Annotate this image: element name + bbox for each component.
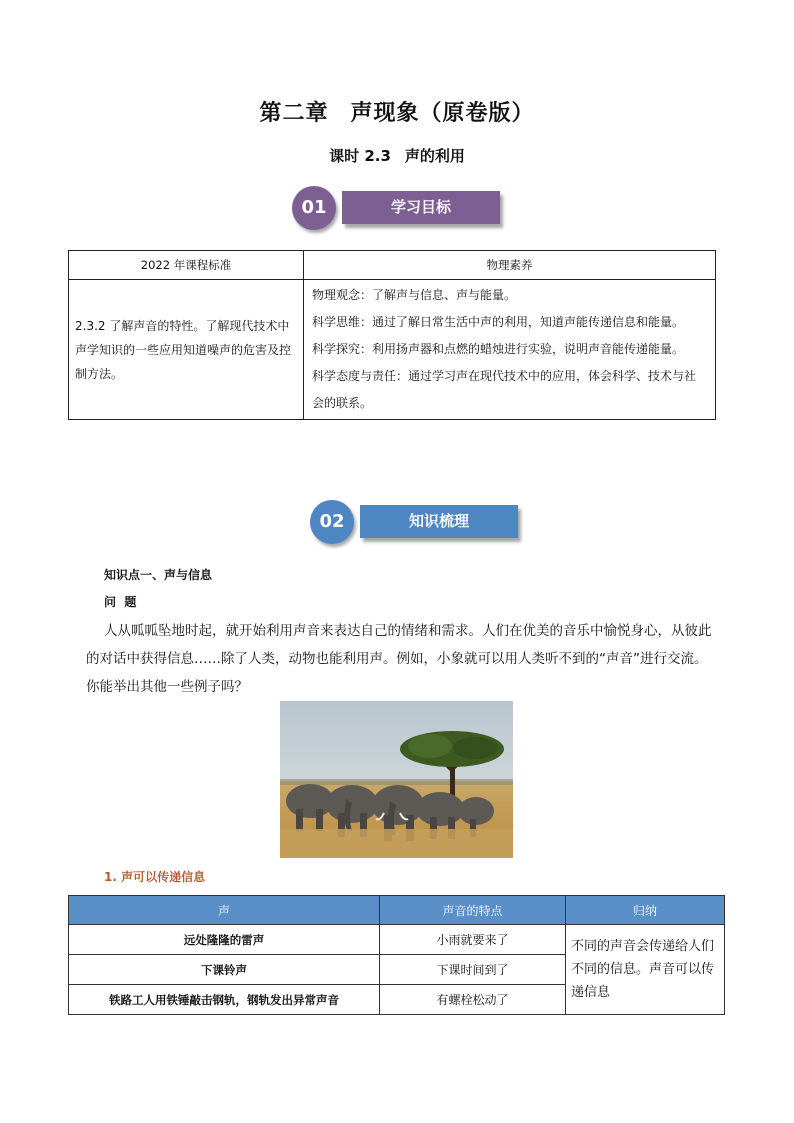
header-cell: 归纳	[566, 896, 725, 925]
subsection-title: 1. 声可以传递信息	[104, 870, 206, 884]
table-row	[69, 925, 725, 955]
literacy-cell	[304, 280, 716, 420]
section-badge-knowledge	[310, 500, 520, 544]
elephant-illustration	[280, 701, 513, 858]
literacy-item: 科学态度与责任：通过学习声在现代技术中的应用，体会科学、技术与社会的联系。	[312, 369, 697, 410]
sound-cell: 下课铃声	[69, 955, 380, 985]
table-row	[69, 280, 716, 420]
elephant-photo	[280, 701, 513, 858]
knowledge-point-title: 知识点一、声与信息	[104, 568, 213, 582]
summary-cell: 不同的声音会传递给人们不同的信息。声音可以传递信息	[566, 925, 725, 1015]
page-title	[0, 96, 794, 127]
literacy-item: 科学思维：通过了解日常生活中声的利用，知道声能传递信息和能量。	[312, 315, 685, 329]
section-label: 学习目标	[342, 191, 500, 224]
header-cell: 声音的特点	[380, 896, 566, 925]
table-header-row	[69, 251, 716, 280]
header-cell: 物理素养	[304, 251, 716, 280]
lesson-number: 课时 2.3	[329, 147, 391, 165]
section-badge-goals	[292, 186, 502, 230]
literacy-item: 物理观念：了解声与信息、声与能量。	[312, 288, 517, 302]
chapter-name: 声现象（原卷版）	[350, 101, 535, 126]
standard-cell: 2.3.2 了解声音的特性。了解现代技术中声学知识的一些应用知道噪声的危害及控制方法。	[69, 280, 304, 420]
section-number: 01	[292, 186, 336, 230]
chapter-number: 第二章	[259, 101, 329, 126]
table-header-row	[69, 896, 725, 925]
feature-cell: 小雨就要来了	[380, 925, 566, 955]
sound-cell: 铁路工人用铁锤敲击钢轨，钢轨发出异常声音	[69, 985, 380, 1015]
section-label: 知识梳理	[360, 505, 518, 538]
question-text: 人从呱呱坠地时起，就开始利用声音来表达自己的情绪和需求。人们在优美的音乐中愉悦身心，从彼此的对话中获得信息……除了人类，动物也能利用声。例如，小象就可以用人类听不到的“声音”进行交流。你能举出其他一些例子吗？	[86, 623, 712, 695]
sound-cell: 远处隆隆的雷声	[69, 925, 380, 955]
lesson-name: 声的利用	[404, 147, 465, 165]
literacy-item: 科学探究：利用扬声器和点燃的蜡烛进行实验，说明声音能传递能量。	[312, 342, 685, 356]
sound-info-table	[68, 895, 725, 1015]
feature-cell: 有螺栓松动了	[380, 985, 566, 1015]
header-cell: 2022 年课程标准	[69, 251, 304, 280]
question-label: 问 题	[104, 595, 137, 609]
feature-cell: 下课时间到了	[380, 955, 566, 985]
standards-table	[68, 250, 716, 420]
header-cell: 声	[69, 896, 380, 925]
lesson-title	[0, 145, 794, 166]
section-number: 02	[310, 500, 354, 544]
